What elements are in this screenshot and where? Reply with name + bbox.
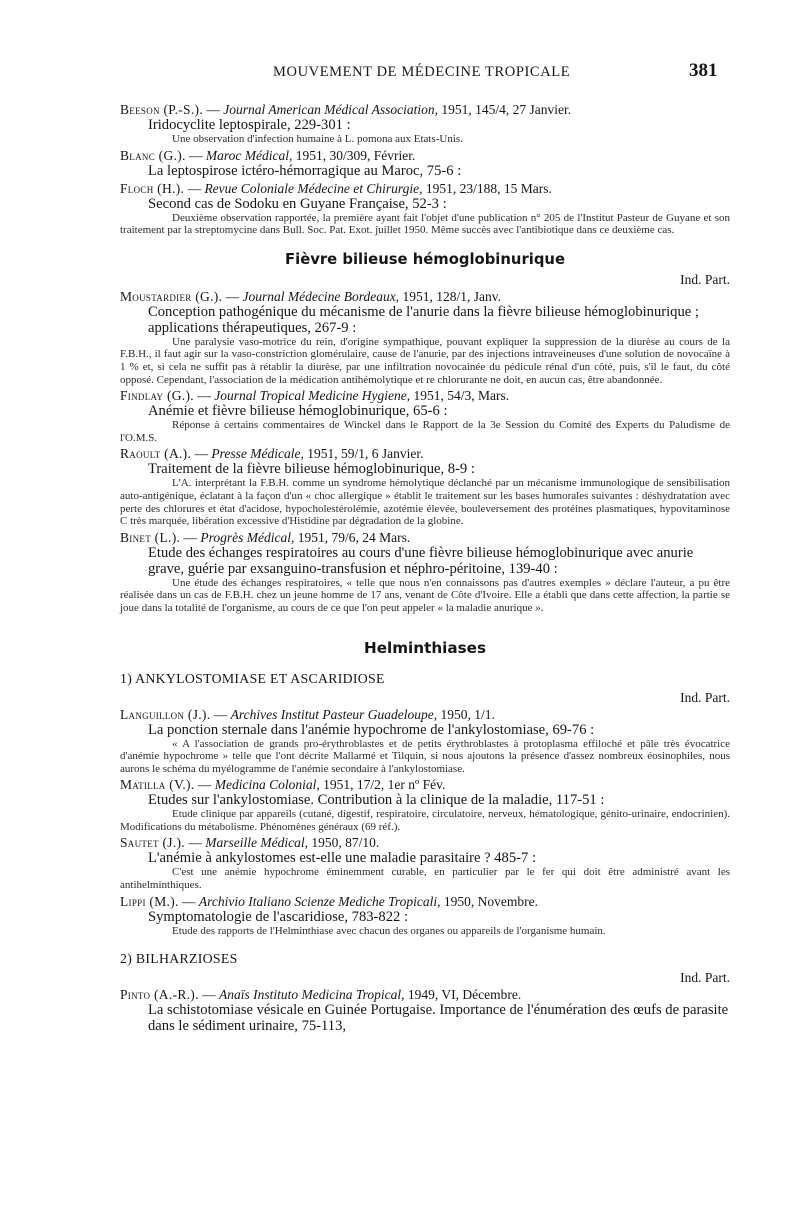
dash: — — [198, 987, 220, 1003]
citation-details: 1951, 17/2, 1er nº Fév. — [319, 777, 446, 793]
citation-details: 1951, 54/3, Mars. — [410, 388, 510, 404]
journal: Journal Tropical Medicine Hygiene, — [214, 388, 411, 404]
ind-part-label: Ind. Part. — [680, 271, 730, 287]
journal: Marseille Médical, — [205, 835, 308, 851]
running-title: MOUVEMENT DE MÉDECINE TROPICALE — [273, 64, 571, 80]
section-heading-helminthiases: Helminthiases — [364, 638, 486, 657]
author: Beeson (P.-S.). — [120, 102, 204, 117]
ind-part-label: Ind. Part. — [680, 689, 730, 705]
list-item — [120, 181, 730, 237]
section-heading-fievre: Fièvre bilieuse hémoglobinurique — [285, 250, 565, 268]
list-item — [120, 707, 730, 776]
list-item — [120, 446, 730, 527]
list-item — [120, 835, 730, 891]
author: Pinto (A.-R.). — [120, 987, 199, 1003]
list-item — [120, 102, 730, 146]
journal: Journal Médecine Bordeaux, — [242, 288, 400, 304]
article-title: Etudes sur l'ankylostomiase. Contribution à la clinique de la maladie, 117-51 : — [148, 792, 605, 809]
article-title: Traitement de la fièvre bilieuse hémoglobinurique, 8-9 : — [148, 461, 475, 478]
list-item — [120, 894, 730, 938]
article-title: Anémie et fièvre bilieuse hémoglobinurique, 65-6 : — [148, 403, 448, 420]
dash: — — [184, 835, 206, 851]
article-title: La ponction sternale dans l'anémie hypochrome de l'ankylostomiase, 69-76 : — [148, 721, 595, 738]
citation-details: 1951, 30/309, Février. — [292, 147, 416, 163]
dash: — — [184, 180, 205, 196]
author: Lippi (M.). — [120, 893, 179, 909]
citation-details: 1951, 145/4, 27 Janvier. — [438, 102, 572, 117]
citation-details: 1950, 1/1. — [437, 706, 495, 722]
abstract: C'est une anémie hypochrome éminemment curable, en particulier par le fer qui doit être administré avant les antihelminthiques. — [120, 866, 730, 892]
ind-part-label: Ind. Part. — [680, 970, 730, 986]
running-header — [0, 60, 800, 84]
dash: — — [210, 706, 231, 722]
abstract: Etude des rapports de l'Helminthiase avec chacun des organes ou appareils de l'organisme humain. — [172, 924, 606, 937]
citation-details: 1950, 87/10. — [307, 835, 380, 851]
abstract: L'A. interprétant la F.B.H. comme un syndrome hémolytique déclanché par un mécanisme immunologique de sensibilisation auto-antigénique, éclatant à la façon d'un « choc allergique » établit le traitement sur les bases humorales suivantes : déshydratation avec perte des chlorures et état d'acidose, hypocholestérolémie, azotémie élevée, bouleversement des protéines plasmatiques, hypovitaminose C très marquée, libération excessive d'Histidine par dégradation de la globine. — [120, 477, 730, 528]
citation-details: 1951, 23/188, 15 Mars. — [422, 180, 552, 196]
citation-details: 1951, 128/1, Janv. — [399, 288, 501, 304]
author: Raoult (A.). — [120, 446, 192, 462]
page-body — [120, 100, 730, 1034]
dash: — — [203, 102, 224, 117]
article-title: Symptomatologie de l'ascaridiose, 783-822 : — [148, 908, 409, 925]
list-item — [120, 530, 730, 615]
journal: Progrès Médical, — [200, 529, 295, 545]
journal: Archivio Italiano Scienze Mediche Tropicali, — [198, 893, 441, 909]
journal: Journal American Médical Association, — [223, 102, 438, 117]
journal: Presse Médicale, — [211, 446, 304, 462]
article-title: Etude des échanges respiratoires au cours d'une fièvre bilieuse hémoglobinurique avec anurie grave, guérie par exsanguino-transfusion et néphro-péritoine, 139-40 : — [148, 544, 694, 577]
author: Sautet (J.). — [120, 835, 185, 851]
abstract: Une étude des échanges respiratoires, « telle que nous n'en connaissons pas d'autres exemples » déclare l'auteur, a pu être réalisée dans un cas de F.B.H. chez un jeune homme de 17 ans, venant de Côte d'Ivoire. Elle a établi que dans cette affection, la partie se joue dans la totalité de l'organisme, au cours de ce que l'on peut appeler « la maladie anurique ». — [120, 576, 730, 614]
dash: — — [178, 893, 199, 909]
page-number: 381 — [689, 60, 718, 81]
dash: — — [185, 147, 206, 163]
abstract: Deuxième observation rapportée, la première ayant fait l'objet d'une publication n° 205 de l'Institut Pasteur de Guyane et son traitement par la streptomycine dans Bull. Soc. Pat. Exot. juillet 1950. Même succès avec l'antibiotique dans ce deuxième cas. — [120, 211, 730, 237]
citation-details: 1950, Novembre. — [440, 893, 538, 909]
journal: Revue Coloniale Médecine et Chirurgie, — [204, 180, 423, 196]
dash: — — [191, 446, 212, 462]
author: Binet (L.). — [120, 529, 181, 545]
subsection-heading-ankylostomiase: 1) ANKYLOSTOMIASE ET ASCARIDIOSE — [120, 670, 385, 686]
list-item — [120, 777, 730, 833]
article-title: La leptospirose ictéro-hémorragique au Maroc, 75-6 : — [148, 162, 462, 179]
abstract: « A l'association de grands pro-érythroblastes et de petits érythroblastes à protoplasma effiloché et pâle très évocatrice d'anémie hypochrome » telle que l'ont décrite Mallarmé et Tilquin, si nous ajoutons la présence d'assez nombreux éosinophiles, nous aurons le schéma du myélogramme de l'anémie secondaire à l'ankylostomiase. — [120, 737, 730, 775]
journal: Maroc Médical, — [205, 147, 293, 163]
dash: — — [222, 288, 243, 304]
abstract: Une paralysie vaso-motrice du rein, d'origine sympathique, pouvant expliquer la suppression de la diurèse au cours de la F.B.H., il faut agir sur la vaso-constriction glomérulaire, cause de l'anurie, par des injections intraveineuses d'une solution de novocaïne à 1 % et, si cela ne suffit pas à rétablir la diurèse, par une infiltration novocainée du pédicule rénal d'un côté, puis, s'il le faut, du côté opposé. Cependant, l'association de la médication antihémolytique et re chlorurante ne doit, en aucun cas, être abandonnée. — [120, 335, 730, 386]
article-title: La schistotomiase vésicale en Guinée Portugaise. Importance de l'énumération des œufs de parasite dans le sédiment urinaire, 75-113, — [148, 1002, 729, 1035]
article-title: Second cas de Sodoku en Guyane Française, 52-3 : — [148, 195, 447, 212]
journal: Medicina Colonial, — [214, 777, 320, 793]
list-item — [120, 388, 730, 444]
list-item — [120, 289, 730, 386]
author: Floch (H.). — [120, 180, 185, 196]
article-title: Iridocyclite leptospirale, 229-301 : — [148, 117, 351, 133]
dash: — — [194, 777, 215, 793]
journal: Archives Institut Pasteur Guadeloupe, — [230, 706, 438, 722]
citation-details: 1949, VI, Décembre. — [404, 987, 522, 1003]
list-item — [120, 987, 730, 1034]
top-entries — [120, 102, 730, 237]
list-item — [120, 148, 730, 179]
abstract: Etude clinique par appareils (cutané, digestif, respiratoire, circulatoire, nerveux, hématologique, génito-urinaire, endocrinien). Modifications du métabolisme. Phénomènes généraux (69 réf.). — [120, 808, 730, 833]
author: Findlay (G.). — [120, 388, 194, 404]
dash: — — [180, 529, 201, 545]
author: Moustardier (G.). — [120, 288, 223, 304]
citation-details: 1951, 79/6, 24 Mars. — [294, 529, 411, 545]
author: Matilla (V.). — [120, 777, 195, 793]
article-title: L'anémie à ankylostomes est-elle une maladie parasitaire ? 485-7 : — [148, 850, 536, 867]
author: Languillon (J.). — [120, 706, 211, 722]
citation-details: 1951, 59/1, 6 Janvier. — [303, 446, 424, 462]
article-title: Conception pathogénique du mécanisme de l'anurie dans la fièvre bilieuse hémoglobinurique ; applications thérapeutiques, 267-9 : — [148, 303, 699, 336]
dash: — — [193, 388, 215, 404]
abstract: Réponse à certains commentaires de Winckel dans le Rapport de la 3e Session du Comité des Experts du Paludisme de l'O.M.S. — [120, 419, 730, 444]
author: Blanc (G.). — [120, 147, 186, 163]
subsection-heading-bilharzioses: 2) BILHARZIOSES — [120, 951, 238, 967]
journal: Anaïs Instituto Medicina Tropical, — [219, 987, 405, 1003]
abstract: Une observation d'infection humaine à L. pomona aux Etats-Unis. — [172, 133, 463, 145]
